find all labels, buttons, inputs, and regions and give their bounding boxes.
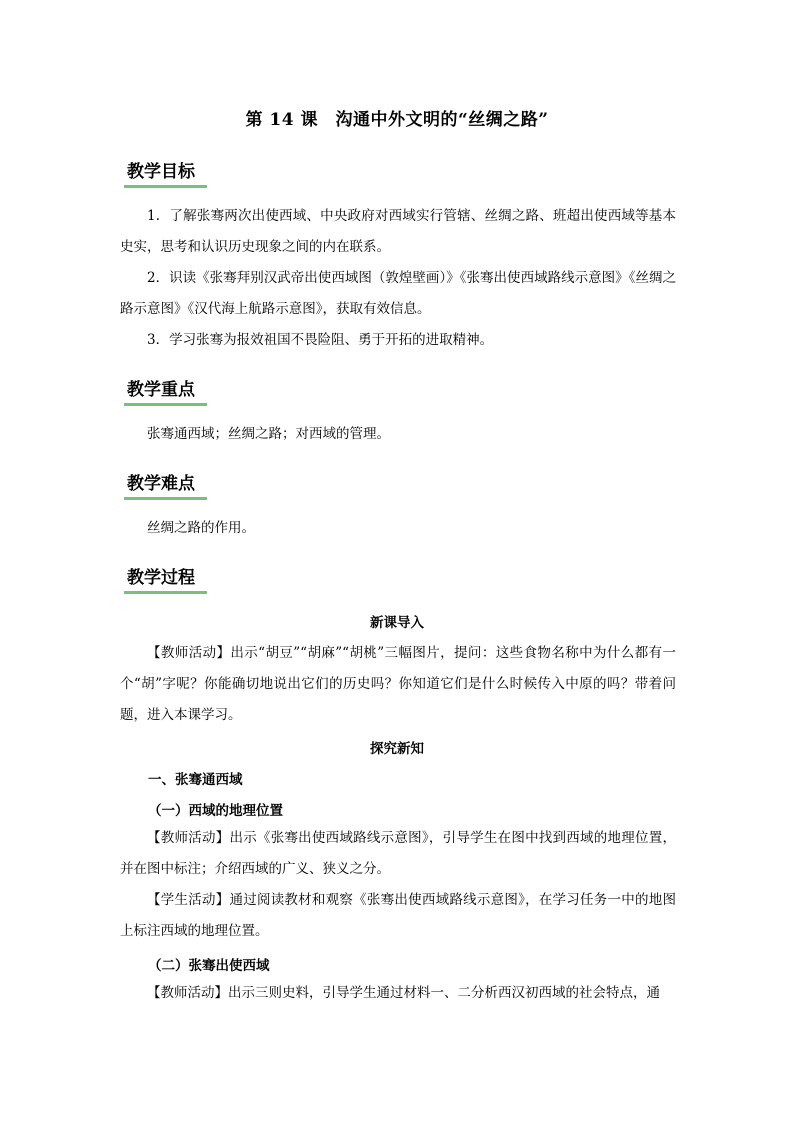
difficulties-heading [127, 472, 203, 498]
difficulties-text: 丝绸之路的作用。 [147, 520, 255, 536]
process-heading-text: 教学过程 [127, 568, 195, 588]
key-points-heading [127, 378, 203, 404]
sub2-teacher-text: 【教师活动】出示三则史料，引导学生通过材料一、二分析西汉初西域的社会特点，通 [147, 985, 660, 1001]
sub2-heading: （二）张骞出使西域 [148, 958, 270, 974]
sub1-teacher-text: 【教师活动】出示《张骞出使西域路线示意图》，引导学生在图中找到西域的地理位置，并在图中标注；介绍西域的广义、狭义之分。 [120, 830, 676, 877]
heading-underline [124, 591, 207, 594]
heading-underline [124, 497, 207, 500]
lesson-title: 第 14 课 沟通中外文明的“丝绸之路” [245, 110, 549, 130]
objectives-heading-text: 教学目标 [127, 162, 195, 182]
key-points-text: 张骞通西域；丝绸之路；对西域的管理。 [147, 426, 390, 442]
objectives-heading [127, 160, 203, 186]
sub1-student-text: 【学生活动】通过阅读教材和观察《张骞出使西域路线示意图》，在学习任务一中的地图上标注西域的地理位置。 [120, 892, 676, 939]
intro-text: 【教师活动】出示“胡豆”“胡麻”“胡桃”三幅图片，提问：这些食物名称中为什么都有一个“胡”字呢？你能确切地说出它们的历史吗？你知道它们是什么时候传入中原的吗？带着问题，进入本课学习。 [120, 645, 676, 723]
difficulties-heading-text: 教学难点 [127, 474, 195, 494]
explore-heading: 探究新知 [370, 741, 424, 757]
objective-item-3: 3．学习张骞为报效祖国不畏险阻、勇于开拓的进取精神。 [147, 332, 494, 348]
process-heading [127, 566, 203, 592]
objective-item-2: 2．识读《张骞拜别汉武帝出使西域图（敦煌壁画）》《张骞出使西域路线示意图》《丝绸之路示意图》《汉代海上航路示意图》，获取有效信息。 [120, 270, 676, 317]
objective-item-1: 1．了解张骞两次出使西域、中央政府对西域实行管辖、丝绸之路、班超出使西域等基本史实，思考和认识历史现象之间的内在联系。 [120, 208, 676, 255]
key-points-heading-text: 教学重点 [127, 380, 195, 400]
part1-heading: 一、张骞通西域 [148, 772, 243, 788]
heading-underline [124, 403, 207, 406]
sub1-heading: （一）西域的地理位置 [148, 803, 283, 819]
intro-heading: 新课导入 [370, 615, 424, 631]
heading-underline [124, 185, 207, 188]
